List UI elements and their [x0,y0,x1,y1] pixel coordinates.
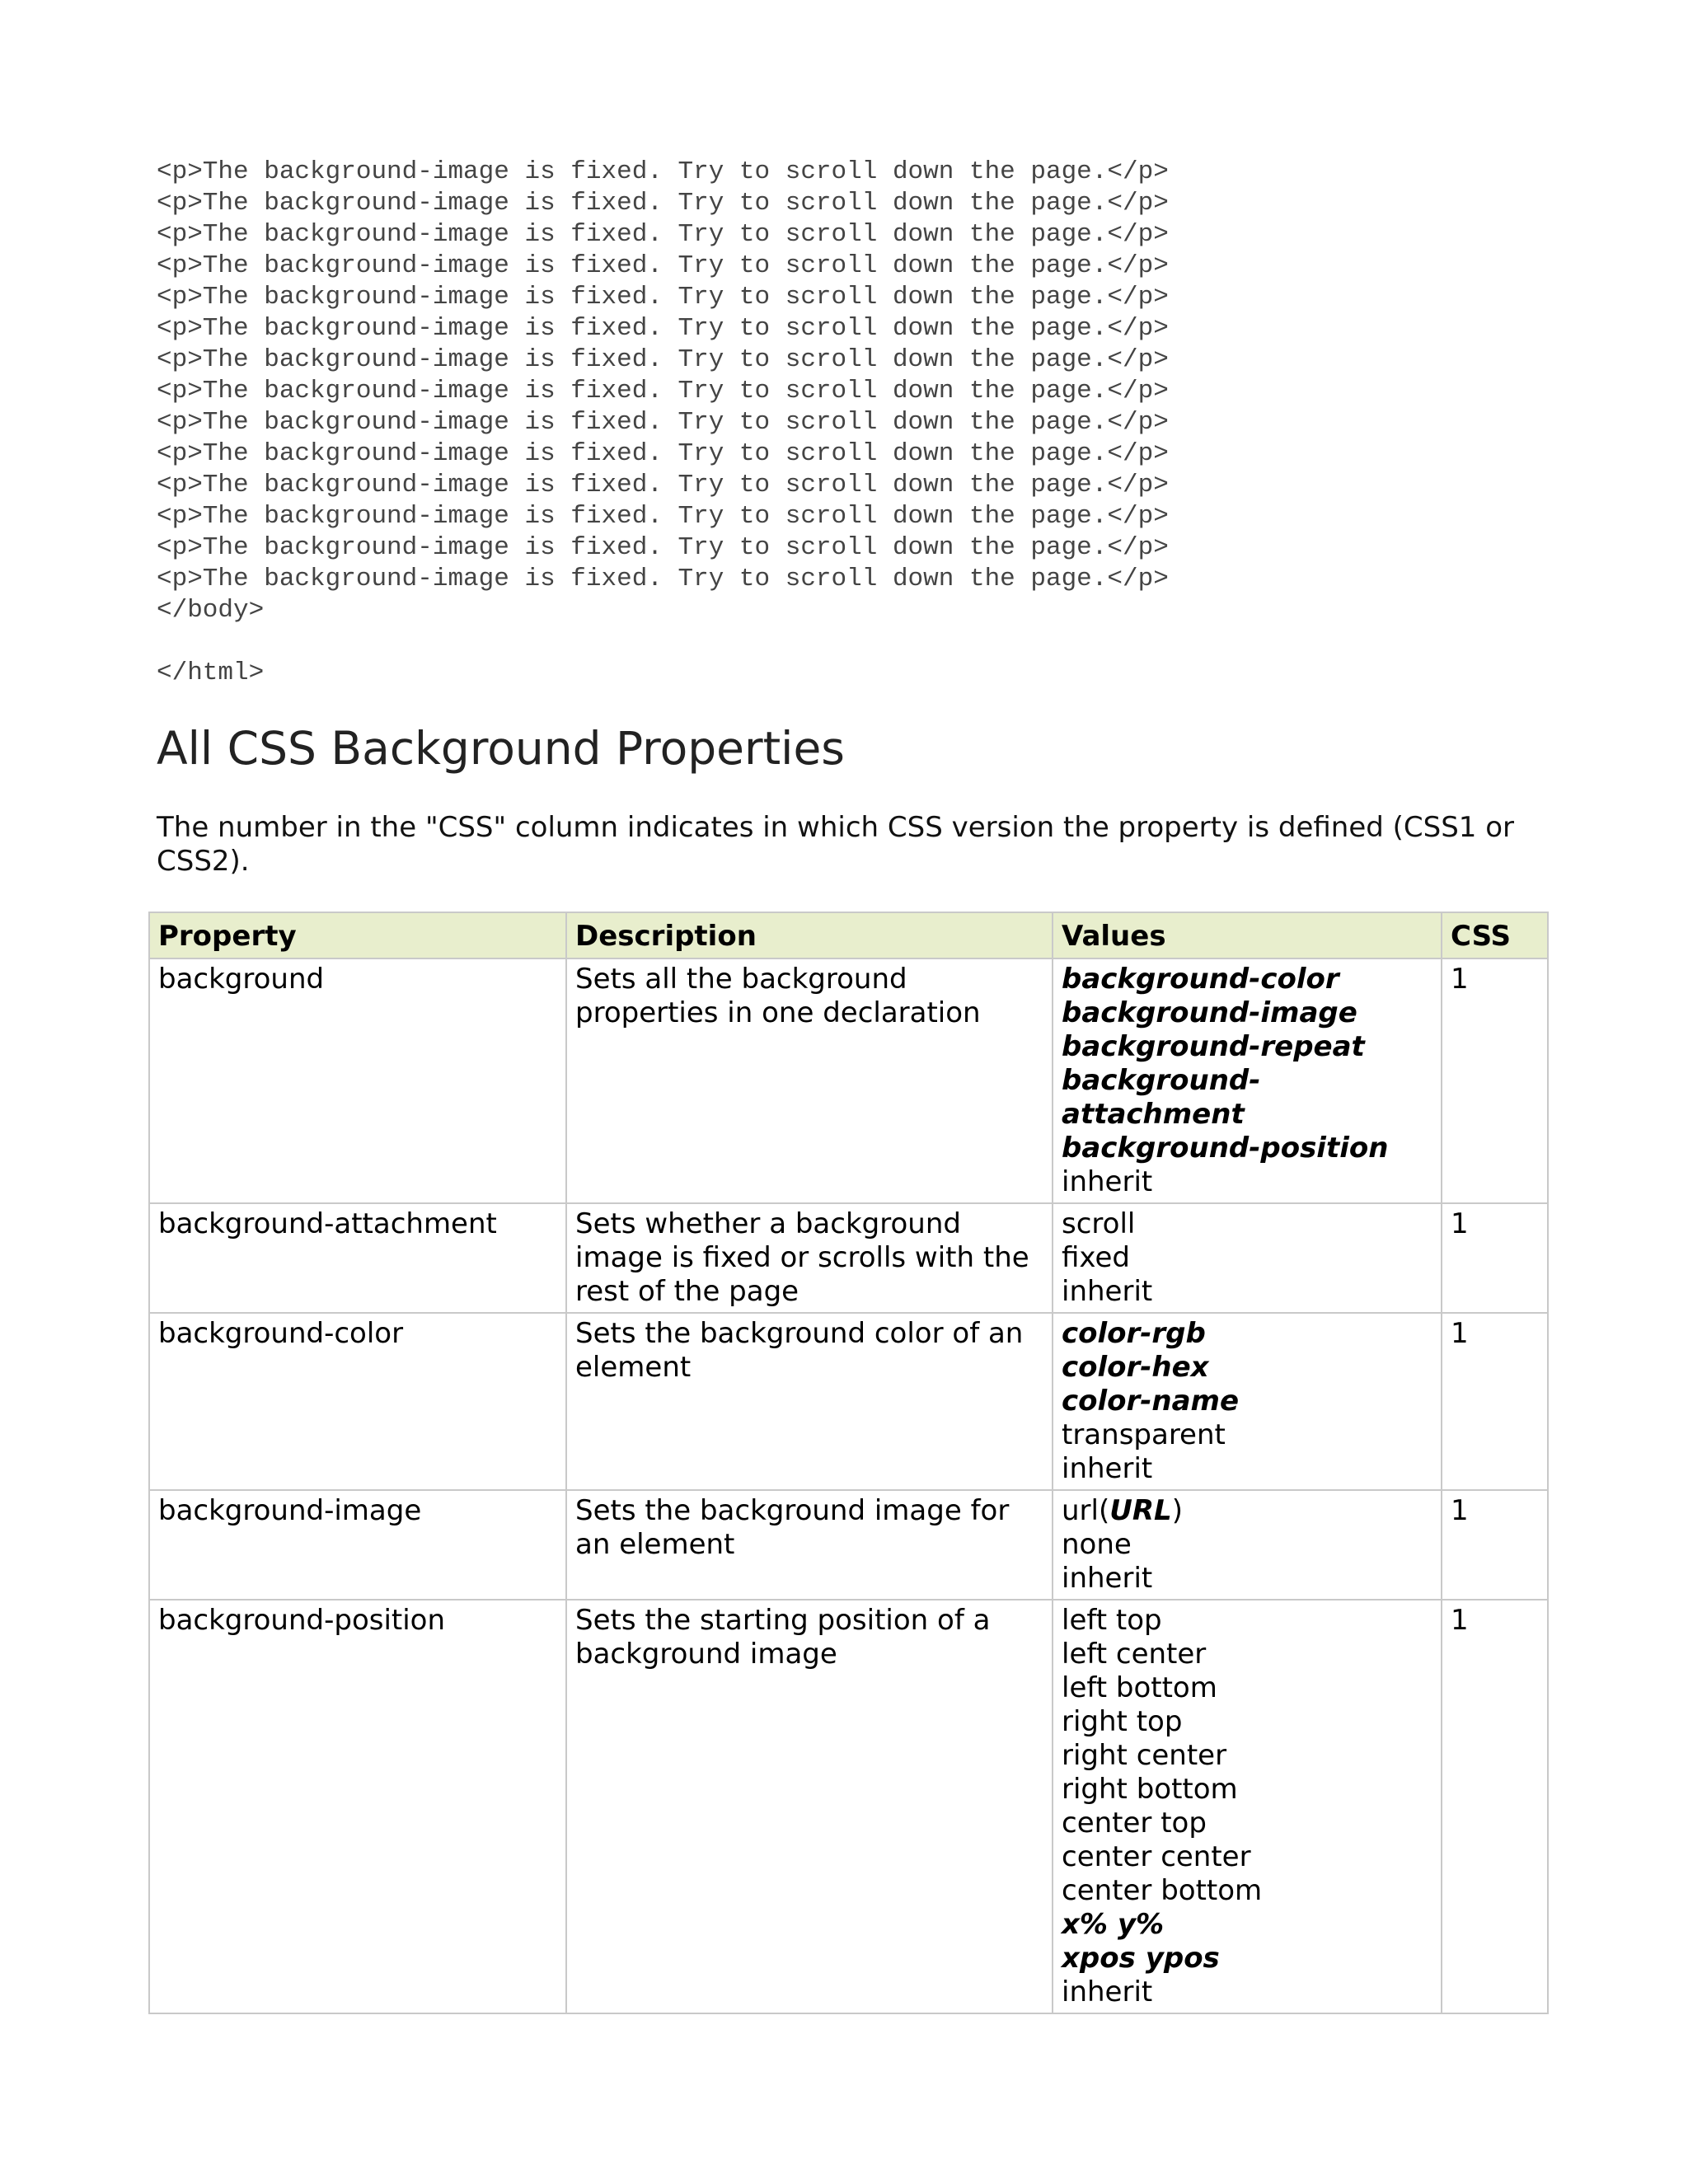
code-line: <p>The background-image is fixed. Try to scroll down the page.</p> [157,533,1169,562]
value-line: right bottom [1062,1773,1238,1806]
code-line: </html> [157,658,265,687]
header-description: Description [566,912,1053,958]
value-line: background-position [1062,1132,1389,1165]
section-title: All CSS Background Properties [157,722,845,775]
cell-css-version: 1 [1442,1490,1548,1600]
cell-css-version: 1 [1442,1600,1548,2013]
cell-css-version: 1 [1442,1313,1548,1490]
code-line: </body> [157,596,265,625]
code-line: <p>The background-image is fixed. Try to scroll down the page.</p> [157,439,1169,468]
value-line [1062,1494,1432,1528]
value-line: center bottom [1062,1874,1263,1907]
cell-css-version: 1 [1442,1203,1548,1313]
code-line: <p>The background-image is fixed. Try to scroll down the page.</p> [157,251,1169,280]
code-line: <p>The background-image is fixed. Try to scroll down the page.</p> [157,565,1169,593]
cell-description: Sets all the background properties in one declaration [566,958,1053,1203]
value-line: background-image [1062,996,1357,1029]
value-line: background-repeat [1062,1030,1365,1063]
table-header-row [149,912,1548,958]
table-row [149,958,1548,1203]
value-line: scroll [1062,1207,1136,1240]
table-body [149,958,1548,2013]
code-line: <p>The background-image is fixed. Try to scroll down the page.</p> [157,377,1169,405]
header-property: Property [149,912,566,958]
code-line: <p>The background-image is fixed. Try to scroll down the page.</p> [157,345,1169,374]
table-row [149,1490,1548,1600]
value-suffix: ) [1171,1494,1183,1527]
code-line: <p>The background-image is fixed. Try to scroll down the page.</p> [157,220,1169,249]
cell-values [1053,1490,1442,1600]
value-line: color-hex [1062,1351,1209,1384]
value-line: right top [1062,1705,1183,1738]
value-placeholder: URL [1109,1494,1172,1527]
header-css: CSS [1442,912,1548,958]
code-example [157,157,1393,689]
cell-values [1053,1313,1442,1490]
cell-property: background-color [149,1313,566,1490]
table-row [149,1203,1548,1313]
code-blank-line [157,626,1393,658]
table-row [149,1600,1548,2013]
cell-values [1053,1600,1442,2013]
value-line: none [1062,1528,1132,1561]
value-prefix: url( [1062,1494,1110,1527]
code-line: <p>The background-image is fixed. Try to scroll down the page.</p> [157,408,1169,437]
value-line: left top [1062,1604,1162,1637]
value-line: inherit [1062,1975,1153,2008]
background-properties-table [148,912,1549,2014]
value-line: transparent [1062,1418,1226,1451]
cell-css-version: 1 [1442,958,1548,1203]
value-line: right center [1062,1739,1227,1772]
cell-description: Sets the starting position of a background image [566,1600,1053,2013]
code-line: <p>The background-image is fixed. Try to scroll down the page.</p> [157,502,1169,531]
value-line: inherit [1062,1165,1153,1198]
header-values: Values [1053,912,1442,958]
code-line: <p>The background-image is fixed. Try to scroll down the page.</p> [157,314,1169,343]
value-line: color-name [1062,1385,1240,1418]
value-line: background-color [1062,963,1339,996]
cell-values [1053,958,1442,1203]
value-line: color-rgb [1062,1317,1206,1350]
code-line: <p>The background-image is fixed. Try to scroll down the page.</p> [157,189,1169,218]
value-line: inherit [1062,1452,1153,1485]
cell-property: background-image [149,1490,566,1600]
cell-values [1053,1203,1442,1313]
cell-description: Sets whether a background image is fixed or scrolls with the rest of the page [566,1203,1053,1313]
value-line: left bottom [1062,1671,1217,1704]
value-line: fixed [1062,1241,1130,1274]
value-line: xpos ypos [1062,1942,1220,1975]
section-intro: The number in the "CSS" column indicates in which CSS version the property is defined (CSS1 or CSS2). [157,811,1515,878]
value-line: inherit [1062,1562,1153,1595]
cell-property: background [149,958,566,1203]
cell-description: Sets the background image for an element [566,1490,1053,1600]
code-line: <p>The background-image is fixed. Try to scroll down the page.</p> [157,471,1169,499]
code-line: <p>The background-image is fixed. Try to scroll down the page.</p> [157,157,1169,186]
cell-property: background-attachment [149,1203,566,1313]
cell-description: Sets the background color of an element [566,1313,1053,1490]
value-line: center top [1062,1807,1207,1840]
cell-property: background-position [149,1600,566,2013]
table-row [149,1313,1548,1490]
value-line: inherit [1062,1275,1153,1308]
value-line: center center [1062,1840,1251,1873]
value-line: left center [1062,1638,1207,1671]
value-line: x% y% [1062,1908,1165,1941]
code-line: <p>The background-image is fixed. Try to scroll down the page.</p> [157,283,1169,312]
value-line: background-attachment [1062,1064,1261,1131]
